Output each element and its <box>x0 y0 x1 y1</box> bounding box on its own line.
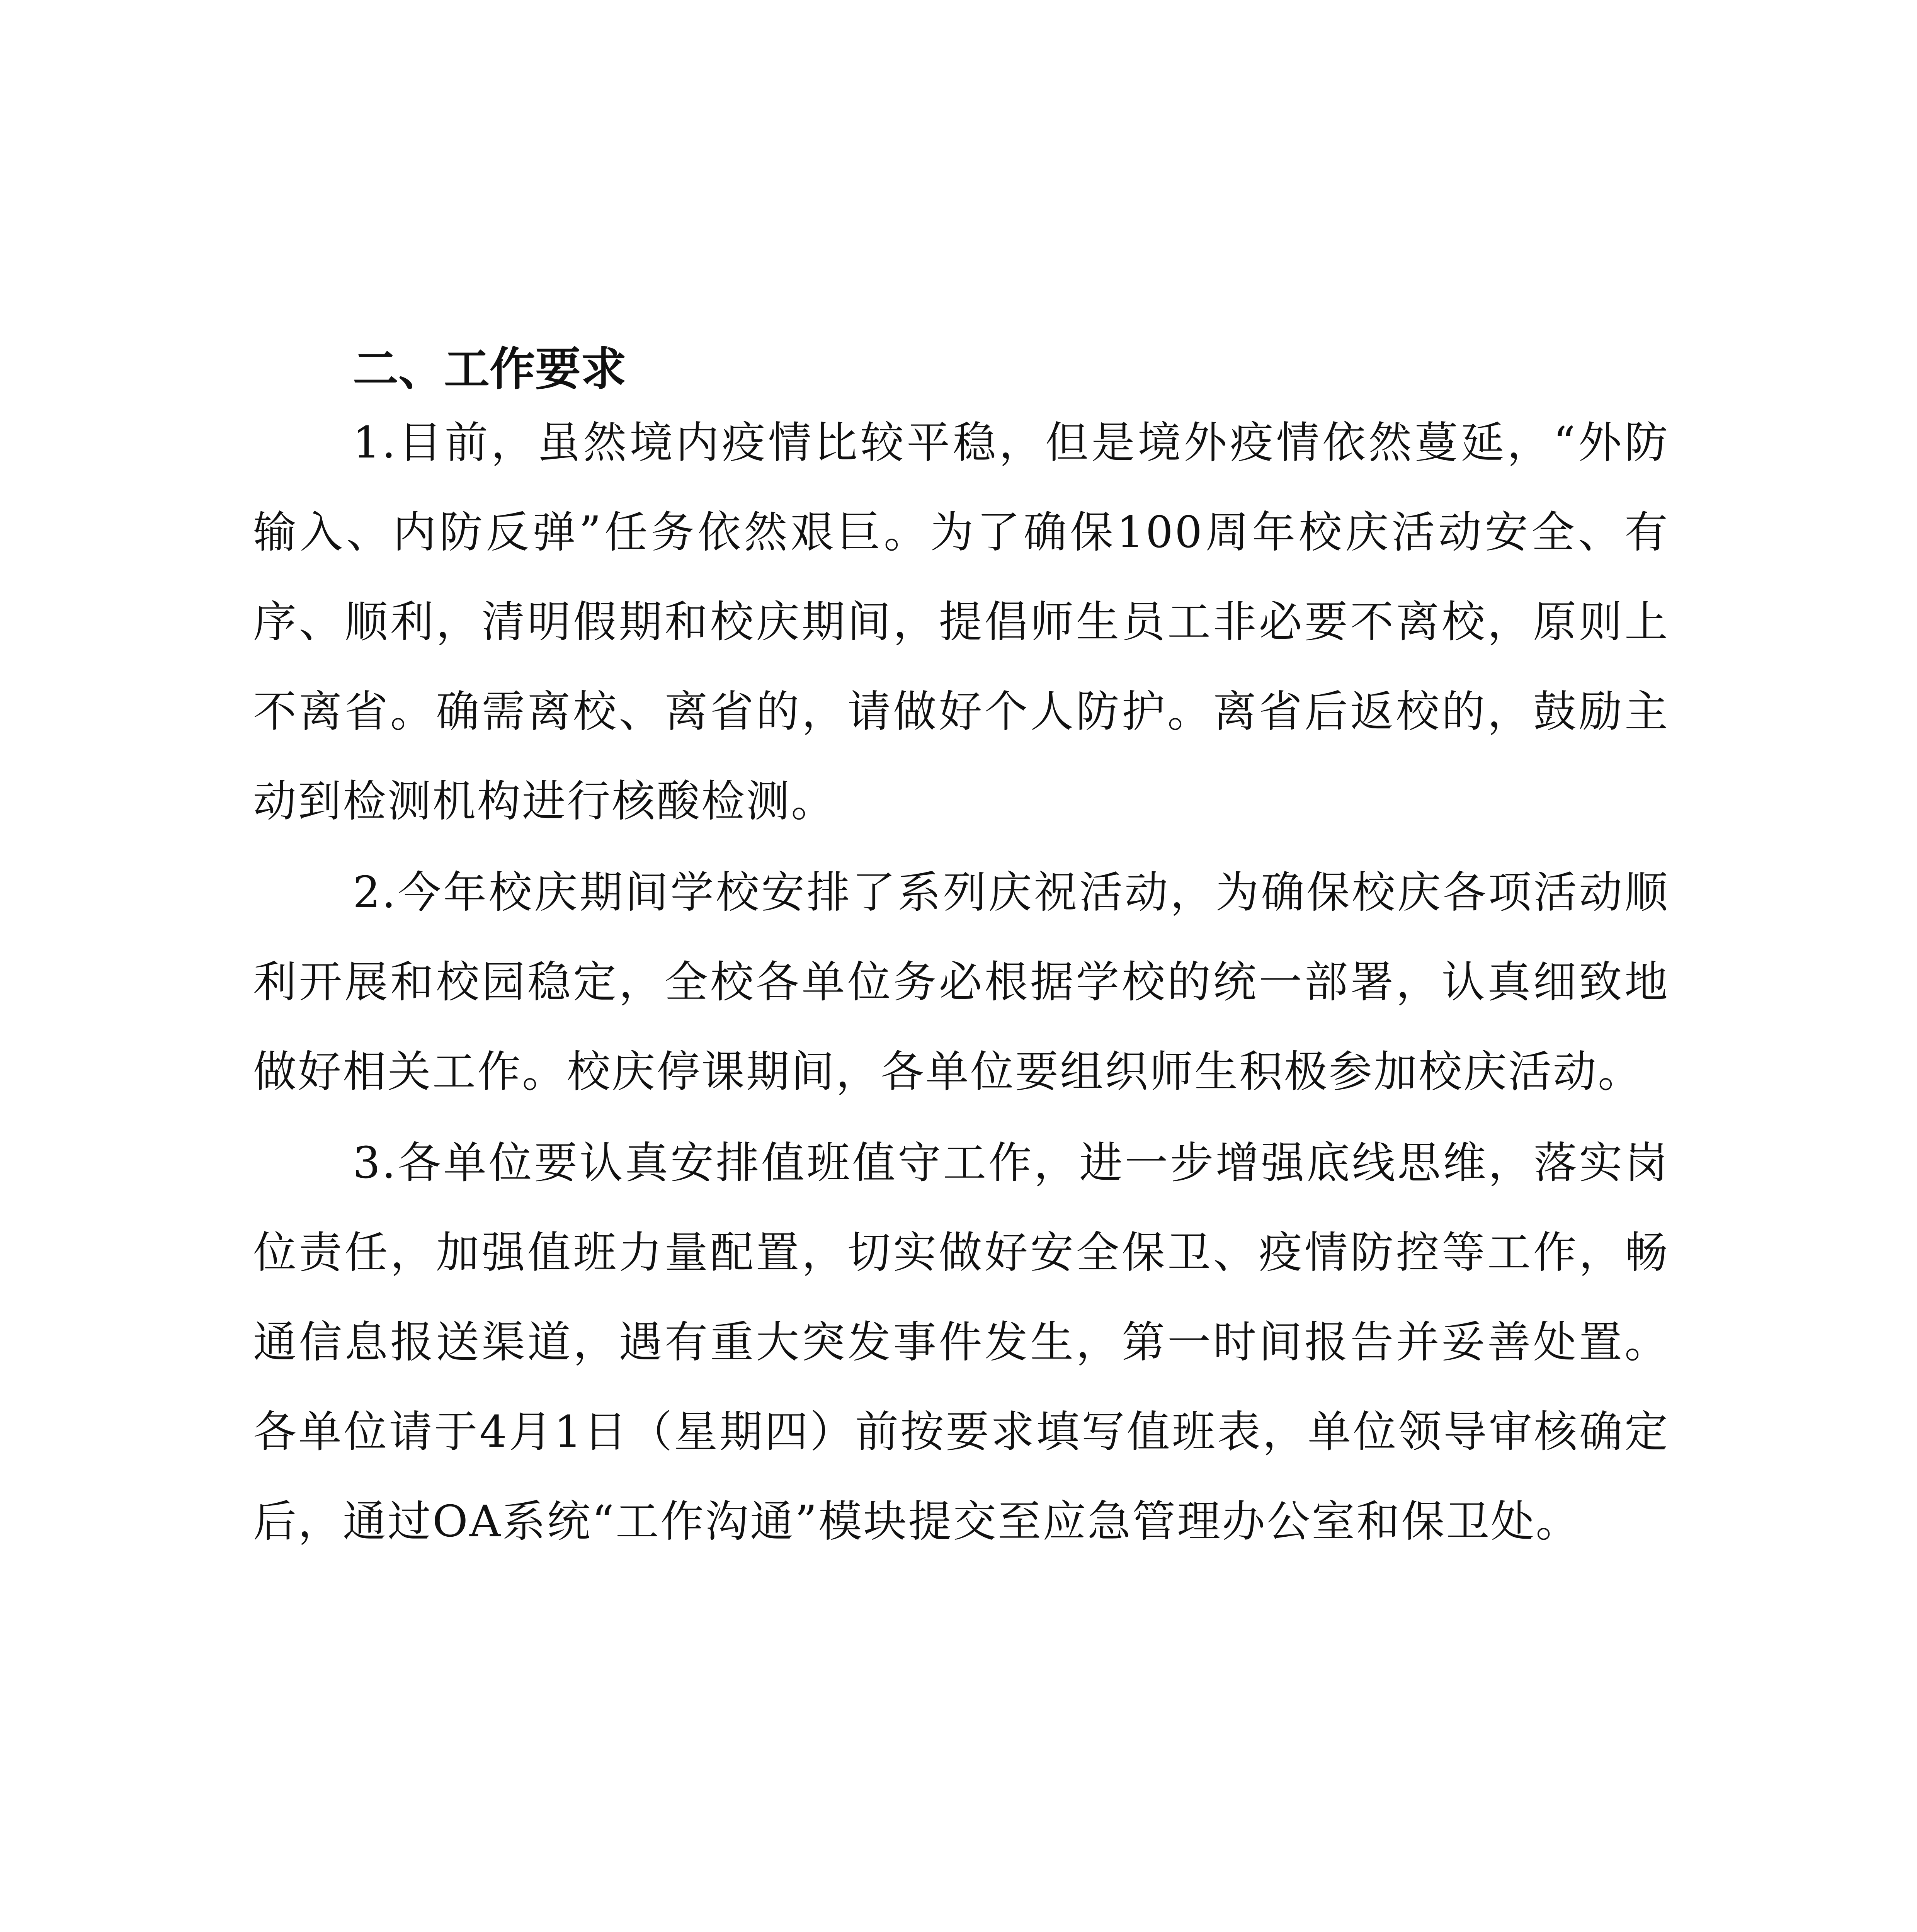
paragraph-3: 3.各单位要认真安排值班值守工作，进一步增强底线思维，落实岗位责任，加强值班力量配置，切实做好安全保卫、疫情防控等工作，畅通信息报送渠道，遇有重大突发事件发生，第一时间报告并妥善处置。各单位请于4月1日（星期四）前按要求填写值班表，单位领导审核确定后，通过OA系统“工作沟通”模块提交至应急管理办公室和保卫处。 <box>253 1138 1669 1547</box>
paragraph-2: 2.今年校庆期间学校安排了系列庆祝活动，为确保校庆各项活动顺利开展和校园稳定，全校各单位务必根据学校的统一部署，认真细致地做好相关工作。校庆停课期间，各单位要组织师生积极参加校庆活动。 <box>253 867 1669 1097</box>
paragraph-1: 1.目前，虽然境内疫情比较平稳，但是境外疫情依然蔓延，“外防输入、内防反弹”任务依然艰巨。为了确保100周年校庆活动安全、有序、顺利，清明假期和校庆期间，提倡师生员工非必要不离校，原则上不离省。确需离校、离省的，请做好个人防护。离省后返校的，鼓励主动到检测机构进行核酸检测。 <box>253 418 1669 827</box>
section-heading: 二、工作要求 <box>353 342 627 396</box>
document-body <box>253 340 1669 1568</box>
